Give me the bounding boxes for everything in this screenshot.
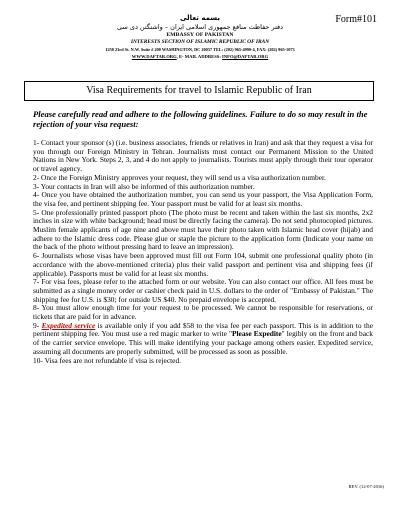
list-item: 10- Visa fees are not refundable if visa is rejected.: [33, 355, 181, 365]
arabic-subtitle: دفتر حفاظت منافع جمهوری اسلامی ایران – واشنگتن دی سی: [116, 23, 284, 31]
form-number: Form#101: [335, 14, 377, 25]
list-item: 6- Journalists whose visas have been approved must fill out Form 104, submit one professional quality photo (in accordance with the above-mentioned criteria) plus their valid passport and pertinent visa and shipping fees (if applicable). Passports must be valid for at least six months.: [33, 251, 373, 278]
letterhead: [0, 14, 400, 60]
email-link[interactable]: INFO@DAFTAR.ORG: [222, 54, 269, 59]
requirements-list: [33, 139, 373, 365]
expedited-text-a: is available only if you add $58 to the visa fee per each passport. This is in addition to the pertinent shipping fee. You must use a red magic marker to write ": [33, 320, 373, 339]
list-item: 1- Contact your sponsor (s) (i.e. business associates, friends or relatives in Iran) and ask that they request a visa for you through our Foreign Ministry in Tehran. Journalists must contact our Permanent Mission to the United Nations in New York. Steps 2, 3, and 4 do not apply to journalists. Tourists must apply through their tour operator or travel agency.: [33, 138, 373, 174]
interests-section: INTERESTS SECTION OF ISLAMIC REPUBLIC OF IRAN: [130, 39, 270, 45]
expedited-service-label: Expedited service: [41, 320, 96, 330]
embassy-name: EMBASSY OF PAKISTAN: [166, 32, 234, 38]
arabic-title: بسمه تعالی: [179, 14, 221, 22]
item-number: 9-: [33, 320, 40, 330]
list-item: 4- Once you have obtained the authorization number, you can send us your passport, the Visa Application Form, the visa fee, and pertinent shipping fee. Your passport must be valid for at least six months.: [33, 190, 373, 208]
list-item: 5- One professionally printed passport photo (The photo must be recent and taken within the last six months, 2x2 inches in size with white background; head must be directly facing the camera). Do not send photocopied pictures. Muslim female applicants of age nine and above must have their photo taken with Islamic head cover (hijab) and adhere to the Islamic dress code. Please glue or staple the picture to the application form (Indicate your name on the back of the photo without pressing hard to leave an impression).: [33, 207, 373, 252]
revision-date: REV. (12-07-2016): [348, 484, 384, 489]
embassy-address: 1250 23rd St. N.W. Suite # 200 WASHINGTON, DC 20037 TEL: (202) 965-4990-4, FAX: (202) 965-1073: [105, 47, 295, 52]
document-title: Visa Requirements for travel to Islamic Republic of Iran: [24, 81, 374, 101]
list-item-expedited: [33, 322, 373, 357]
please-expedite-label: Please Expedite: [231, 329, 282, 339]
list-item: 8- You must allow enough time for your request to be processed. We cannot be responsible for reservations, or tickets that are paid for in advance.: [33, 303, 373, 322]
contact-line: [0, 53, 400, 60]
list-item: 7- For visa fees, please refer to the attached form or our website. You can also contact our office. All fees must be submitted as a single money order or cashier check paid in U.S. dollars to the order of "Embassy of Pakistan." The shipping fee for U.S. is $30; for outside US $40. No prepaid envelope is accepted.: [33, 277, 373, 304]
list-item: 2- Once the Foreign Ministry approves your request, they will send us a visa authorization number.: [33, 172, 326, 182]
intro-warning: Please carefully read and adhere to the following guidelines. Failure to do so may result in the rejection of your visa request:: [33, 109, 368, 129]
list-item: 3- Your contacts in Iran will also be informed of this authorization number.: [33, 181, 255, 191]
email-label: , E- MAIL ADDRESS:: [176, 54, 221, 59]
website-link[interactable]: WWW.DAFTAR.ORG: [131, 54, 177, 59]
expedited-text-b: " legibly on the front and back of the carrier service envelope. This will make identifying your package among others easier. Expedited service, assuming all documents are properly submitted, will be processed as soon as possible.: [33, 329, 373, 356]
